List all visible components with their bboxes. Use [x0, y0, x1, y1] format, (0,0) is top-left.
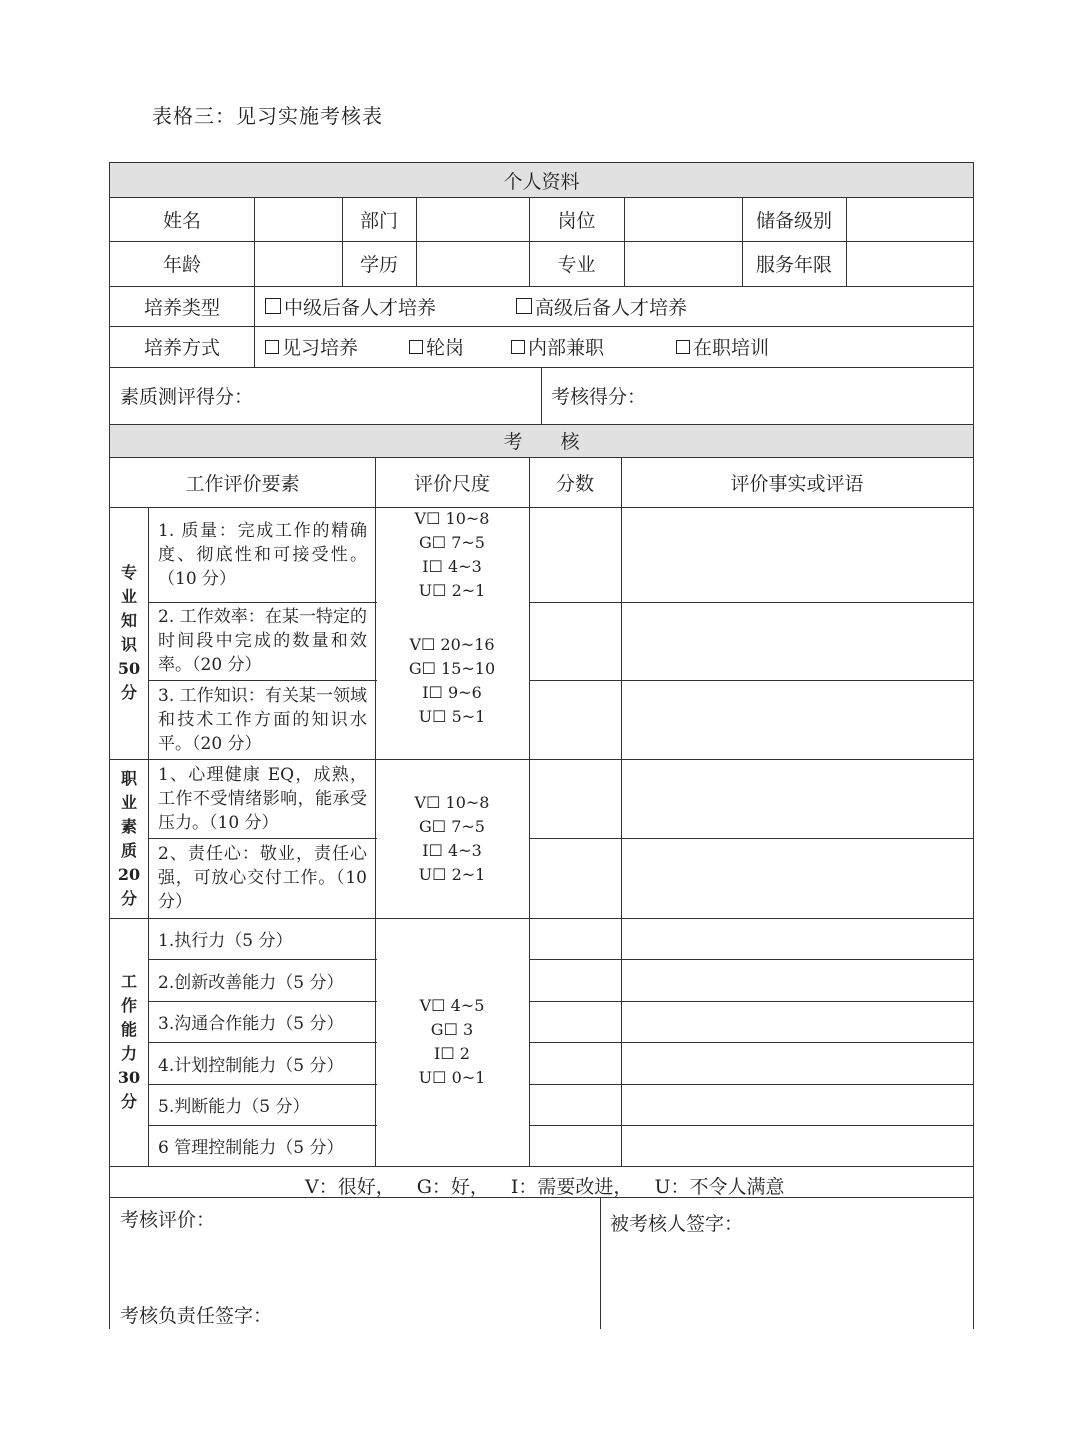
checkbox-icon [516, 298, 532, 314]
scale-quality-group: V☐ 10~8 G☐ 7~5 I☐ 4~3 U☐ 2~1 [414, 792, 490, 884]
item-innovation: 2.创新改善能力（5 分） [158, 972, 344, 993]
label-name: 姓名 [162, 209, 201, 232]
rating-legend: V：很好， G：好， I：需要改进， U：不令人满意 [305, 1176, 785, 1198]
assessment-form [109, 162, 974, 1329]
checkbox-icon [265, 298, 281, 314]
checkbox-part-time[interactable]: 内部兼职 [511, 326, 604, 367]
col-scale: 评价尺度 [413, 472, 490, 495]
checkbox-on-job[interactable]: 在职培训 [676, 326, 769, 367]
checkbox-icon [511, 340, 525, 354]
input-service[interactable] [846, 241, 973, 286]
quality-score-field[interactable]: 素质测评得分： [120, 386, 254, 408]
evaluatee-sign-label: 被考核人签字： [610, 1212, 744, 1235]
item-management: 6 管理控制能力（5 分） [158, 1138, 344, 1158]
group-professional-quality: 职 业 素 质 20 分 [117, 768, 141, 908]
responsible-sign-label: 考核负责任签字： [120, 1304, 273, 1327]
group-professional-knowledge: 专 业 知 识 50 分 [117, 563, 141, 702]
item-knowledge: 3. 工作知识：有关某一领域和技术工作方面的知识水平。（20 分） [158, 685, 367, 754]
item-eq: 1、心理健康 EQ，成熟，工作不受情绪影响，能承受压力。（10 分） [158, 764, 367, 833]
document-title: 表格三：见习实施考核表 [152, 104, 383, 128]
personal-header: 个人资料 [503, 170, 580, 193]
item-communication: 3.沟通合作能力（5 分） [158, 1014, 344, 1034]
label-training-method: 培养方式 [143, 337, 220, 359]
item-execution: 1.执行力（5 分） [158, 931, 293, 951]
item-planning: 4.计划控制能力（5 分） [158, 1055, 344, 1076]
scale-efficiency-knowledge: V☐ 20~16 G☐ 15~10 I☐ 9~6 U☐ 5~1 [408, 634, 496, 726]
label-service: 服务年限 [755, 254, 832, 276]
label-age: 年龄 [162, 254, 201, 276]
checkbox-rotation[interactable]: 轮岗 [409, 326, 464, 367]
input-major[interactable] [624, 241, 742, 286]
checkbox-icon [265, 340, 279, 354]
label-training-type: 培养类型 [143, 296, 220, 319]
label-major: 专业 [557, 254, 596, 276]
assess-score-field[interactable]: 考核得分： [551, 386, 647, 408]
label-post: 岗位 [557, 209, 596, 232]
input-education[interactable] [416, 241, 529, 286]
item-responsibility: 2、责任心：敬业，责任心强，可放心交付工作。（10 分） [158, 844, 367, 912]
label-education: 学历 [359, 254, 398, 276]
input-dept[interactable] [416, 197, 529, 241]
group-work-ability: 工 作 能 力 30 分 [117, 972, 141, 1111]
checkbox-mid-level[interactable]: 中级后备人才培养 [265, 286, 436, 326]
col-elements: 工作评价要素 [185, 472, 300, 495]
label-level: 储备级别 [755, 209, 832, 232]
evaluation-label: 考核评价： [120, 1208, 216, 1231]
checkbox-trainee[interactable]: 见习培养 [265, 326, 358, 367]
scale-ability-group: V☐ 4~5 G☐ 3 I☐ 2 U☐ 0~1 [418, 996, 486, 1087]
item-quality: 1. 质量：完成工作的精确度、彻底性和可接受性。（10 分） [158, 520, 367, 589]
item-judgement: 5.判断能力（5 分） [158, 1097, 310, 1117]
scale-quality: V☐ 10~8 G☐ 7~5 I☐ 4~3 U☐ 2~1 [414, 508, 490, 600]
input-age[interactable] [254, 241, 342, 286]
col-score: 分数 [555, 472, 594, 495]
assess-header: 考 核 [503, 431, 580, 453]
input-name[interactable] [254, 197, 342, 241]
checkbox-senior-level[interactable]: 高级后备人才培养 [516, 286, 687, 326]
item-efficiency: 2. 工作效率：在某一特定的时间段中完成的数量和效率。（20 分） [158, 607, 367, 675]
input-post[interactable] [624, 197, 742, 241]
col-comments: 评价事实或评语 [730, 472, 864, 495]
input-level[interactable] [846, 197, 973, 241]
checkbox-icon [676, 340, 690, 354]
label-dept: 部门 [359, 209, 398, 232]
checkbox-icon [409, 340, 423, 354]
